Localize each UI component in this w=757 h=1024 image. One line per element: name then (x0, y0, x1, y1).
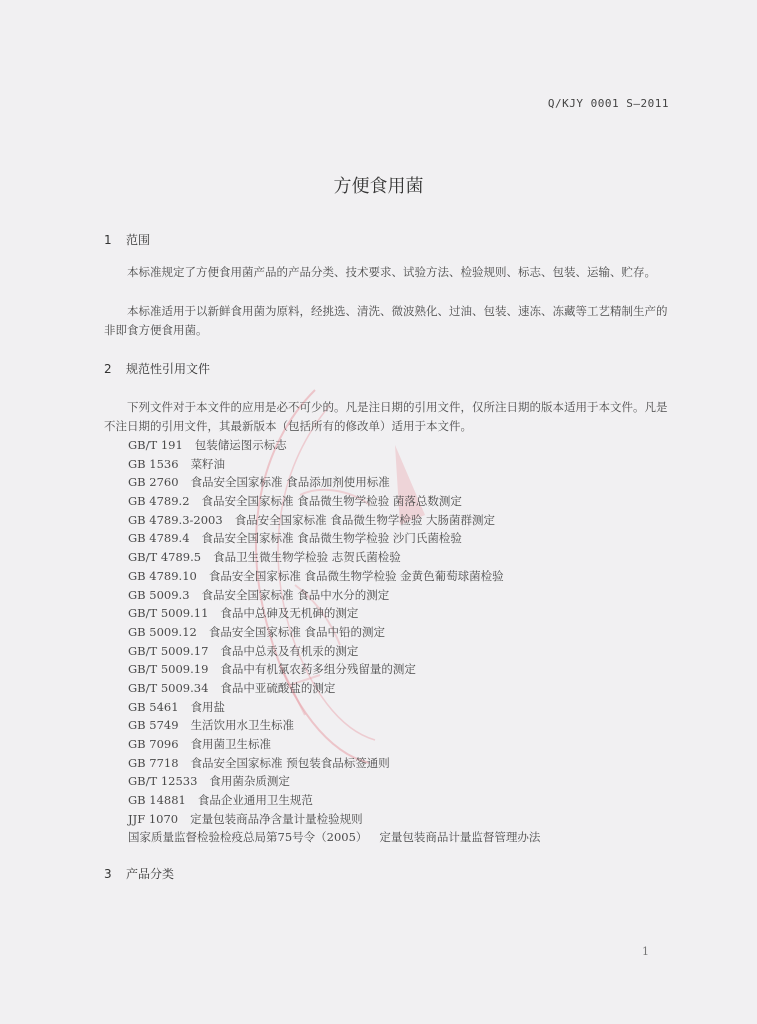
reference-title: 食品安全国家标准 食品微生物学检验 金黄色葡萄球菌检验 (208, 568, 504, 583)
reference-item (128, 492, 540, 511)
reference-code: GB 2760 (128, 475, 179, 490)
reference-title: 包装储运图示标志 (194, 438, 287, 452)
reference-code: GB 1536 (128, 456, 179, 471)
reference-title: 食品卫生微生物学检验 志贺氏菌检验 (213, 550, 401, 565)
reference-title: 食品安全国家标准 食品中铅的测定 (208, 624, 386, 639)
reference-item (128, 716, 540, 735)
reference-item (128, 810, 540, 829)
reference-item (128, 623, 540, 642)
reference-item (128, 660, 540, 679)
section-3-heading (104, 865, 174, 882)
reference-item (128, 604, 540, 623)
reference-item (128, 791, 540, 810)
reference-item (128, 511, 540, 530)
reference-item (128, 529, 540, 548)
reference-code: GB/T 191 (128, 438, 183, 452)
section-1-heading (104, 231, 150, 248)
reference-code: GB 7096 (128, 737, 179, 751)
reference-title: 食品中总汞及有机汞的测定 (220, 643, 359, 658)
reference-title: 食品安全国家标准 食品中水分的测定 (201, 587, 390, 602)
reference-title: 食品安全国家标准 食品微生物学检验 沙门氏菌检验 (201, 531, 462, 546)
reference-code: GB 5461 (128, 699, 179, 714)
reference-item (128, 679, 540, 698)
reference-title: 定量包装商品净含量计量检验规则 (190, 811, 363, 826)
reference-item (128, 436, 540, 455)
reference-code: JJF 1070 (128, 811, 179, 826)
reference-item (128, 586, 540, 605)
reference-item (128, 828, 540, 847)
section-1-paragraph-2: 本标准适用于以新鲜食用菌为原料，经挑选、清洗、微波熟化、过油、包装、速冻、冻藏等工艺精制生产的非即食方便食用菌。 (104, 304, 668, 337)
reference-title: 食品安全国家标准 预包装食品标签通则 (190, 755, 390, 770)
reference-code: GB 5749 (128, 718, 179, 733)
reference-code: GB 7718 (128, 755, 179, 770)
reference-item (128, 455, 540, 474)
reference-code: GB 4789.4 (128, 531, 190, 546)
reference-code: GB/T 5009.17 (128, 643, 209, 658)
reference-title: 食品中有机氯农药多组分残留量的测定 (220, 662, 416, 677)
reference-title: 食品安全国家标准 食品微生物学检验 菌落总数测定 (201, 494, 462, 509)
reference-code: GB/T 4789.5 (128, 550, 202, 565)
section-title: 产品分类 (126, 867, 175, 881)
reference-item (128, 772, 540, 791)
document-code: Q/KJY 0001 S—2011 (547, 97, 669, 110)
reference-item (128, 642, 540, 661)
reference-item (128, 473, 540, 492)
reference-title: 食用盐 (190, 699, 226, 714)
reference-title: 菜籽油 (190, 456, 226, 471)
section-1-paragraph-1: 本标准规定了方便食用菌产品的产品分类、技术要求、试验方法、检验规则、标志、包装、运输、贮存。 (127, 265, 656, 279)
section-number: 1 (104, 233, 112, 247)
reference-code: GB 4789.2 (128, 494, 190, 509)
section-2-intro: 下列文件对于本文件的应用是必不可少的。凡是注日期的引用文件，仅所注日期的版本适用于本文件。凡是不注日期的引用文件，其最新版本（包括所有的修改单）适用于本文件。 (104, 400, 668, 433)
reference-item (128, 735, 540, 754)
reference-code: GB/T 12533 (128, 774, 198, 789)
reference-title: 食品安全国家标准 食品添加剂使用标准 (190, 475, 390, 490)
section-2-heading (104, 360, 210, 377)
reference-item (128, 754, 540, 773)
section-title: 范围 (126, 233, 151, 247)
reference-title: 定量包装商品计量监督管理办法 (379, 830, 541, 845)
section-number: 3 (104, 867, 112, 881)
reference-code: 国家质量监督检验检疫总局第75号令（2005） (128, 830, 368, 845)
reference-code: GB 5009.3 (128, 587, 190, 602)
reference-title: 食品企业通用卫生规范 (197, 793, 313, 808)
reference-code: GB 5009.12 (128, 624, 197, 639)
reference-item (128, 698, 540, 717)
reference-title: 食用菌卫生标准 (190, 737, 272, 751)
reference-item (128, 548, 540, 567)
reference-code: GB/T 5009.34 (128, 680, 209, 695)
section-title: 规范性引用文件 (126, 362, 211, 376)
reference-title: 食品中亚硫酸盐的测定 (220, 680, 336, 695)
reference-list (128, 436, 540, 847)
reference-code: GB 4789.3-2003 (128, 512, 223, 527)
reference-title: 食品安全国家标准 食品微生物学检验 大肠菌群测定 (234, 512, 495, 527)
reference-code: GB/T 5009.19 (128, 662, 209, 677)
reference-code: GB 4789.10 (128, 568, 197, 583)
page-number: 1 (642, 945, 649, 958)
reference-title: 食用菌杂质测定 (209, 774, 290, 789)
reference-code: GB/T 5009.11 (128, 606, 209, 621)
section-number: 2 (104, 362, 112, 376)
reference-title: 食品中总砷及无机砷的测定 (220, 606, 359, 621)
document-title: 方便食用菌 (333, 176, 424, 197)
reference-title: 生活饮用水卫生标准 (190, 718, 295, 733)
reference-item (128, 567, 540, 586)
reference-code: GB 14881 (128, 793, 186, 808)
